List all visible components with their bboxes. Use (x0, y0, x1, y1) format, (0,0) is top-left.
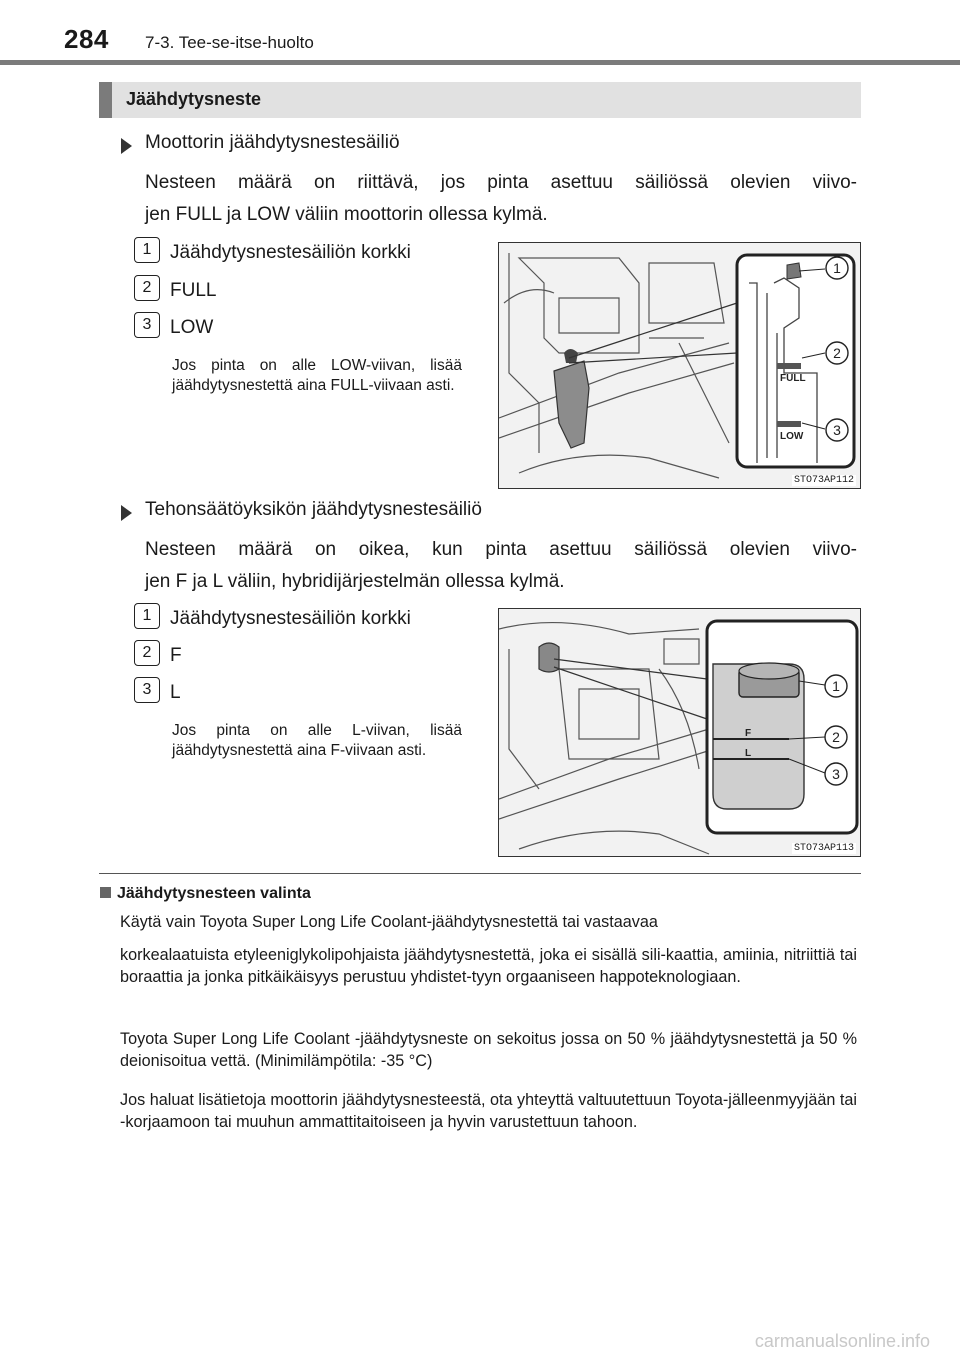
callout-2: 2 (832, 729, 840, 745)
pcu-desc-line-1: Nesteen määrä on oikea, kun pinta asettuu säiliössä olevien viivo- (145, 539, 857, 560)
pcu-bay-drawing (499, 609, 861, 857)
pcu-reservoir-illustration (498, 608, 861, 857)
header-rule (0, 60, 960, 65)
pcu-reservoir-description (145, 534, 857, 598)
engine-reservoir-illustration (498, 242, 861, 489)
engine-item-low-label: LOW (170, 317, 214, 338)
item-number-badge: 1 (134, 603, 160, 629)
section-title: Jäähdytysneste (126, 89, 262, 109)
figure-caption: STO73AP113 (793, 843, 854, 854)
callout-3: 3 (832, 766, 840, 782)
pcu-reservoir-note: Jos pinta on alle L-viivan, lisää jäähdytysnestettä aina F-viivaan asti. (172, 722, 462, 759)
item-number-badge: 1 (134, 237, 160, 263)
engine-reservoir-description (145, 167, 857, 231)
item-number-badge: 2 (134, 640, 160, 666)
bullet-triangle-icon (121, 138, 132, 154)
coolant-paragraph: Toyota Super Long Life Coolant -jäähdytysneste on sekoitus jossa on 50 % jäähdytysnestettä ja 50 % deionisoitua vettä. (Minimilämpötila: -35 °C) (120, 1030, 857, 1070)
callout-1: 1 (833, 260, 841, 276)
pcu-reservoir-heading: Tehonsäätöyksikön jäähdytysnestesäiliö (145, 499, 482, 520)
watermark: carmanualsonline.info (754, 1331, 930, 1351)
coolant-selection-title: Jäähdytysnesteen valinta (117, 885, 311, 902)
section-title-bar (99, 82, 861, 118)
engine-item-cap-label: Jäähdytysnestesäiliön korkki (170, 242, 411, 263)
callout-2: 2 (833, 345, 841, 361)
coolant-paragraph: korkealaatuista etyleeniglykolipohjaista jäähdytysnestettä, joka ei sisällä sili-kaattia, amiinia, nitriittiä tai boraattia ja jonka pitkäikäisyys perustuu yhdistet-tyyn orgaaniseen happoteknologiaan. (120, 946, 857, 986)
item-number-badge: 2 (134, 275, 160, 301)
callout-3: 3 (833, 422, 841, 438)
engine-desc-line-1: Nesteen määrä on riittävä, jos pinta asettuu säiliössä olevien viivo- (145, 172, 857, 193)
engine-reservoir-note: Jos pinta on alle LOW-viivan, lisää jäähdytysnestettä aina FULL-viivaan asti. (172, 357, 462, 394)
item-number-badge: 3 (134, 677, 160, 703)
engine-item-full-label: FULL (170, 280, 217, 301)
coolant-selection-heading (100, 885, 311, 903)
coolant-paragraph: Käytä vain Toyota Super Long Life Coolant-jäähdytysnestettä tai vastaavaa (120, 913, 658, 931)
f-mark-text: F (745, 728, 752, 739)
figure-caption: STO73AP112 (793, 475, 854, 486)
pcu-item-l-label: L (170, 682, 181, 703)
low-mark-text: LOW (780, 431, 804, 442)
pcu-item-cap-label: Jäähdytysnestesäiliön korkki (170, 608, 411, 629)
full-mark-text: FULL (780, 373, 806, 384)
engine-reservoir-heading: Moottorin jäähdytysnestesäiliö (145, 132, 400, 153)
bullet-triangle-icon (121, 505, 132, 521)
page-number: 284 (64, 24, 109, 54)
chapter-title: 7-3. Tee-se-itse-huolto (145, 33, 314, 52)
l-mark-text: L (745, 748, 752, 759)
callout-1: 1 (832, 678, 840, 694)
pcu-desc-line-2: jen F ja L väliin, hybridijärjestelmän ollessa kylmä. (145, 571, 565, 592)
pcu-item-f-label: F (170, 645, 182, 666)
section-divider (99, 873, 861, 874)
coolant-paragraph: Jos haluat lisätietoja moottorin jäähdytysnesteestä, ota yhteyttä valtuutettuun Toyota-jälleenmyyjään tai -korjaamoon tai muuhun ammattitaitoiseen ja hyvin varustettuun tahoon. (120, 1091, 857, 1131)
square-bullet-icon (100, 887, 111, 898)
item-number-badge: 3 (134, 312, 160, 338)
engine-bay-drawing (499, 243, 861, 489)
engine-desc-line-2: jen FULL ja LOW väliin moottorin ollessa kylmä. (145, 204, 548, 225)
